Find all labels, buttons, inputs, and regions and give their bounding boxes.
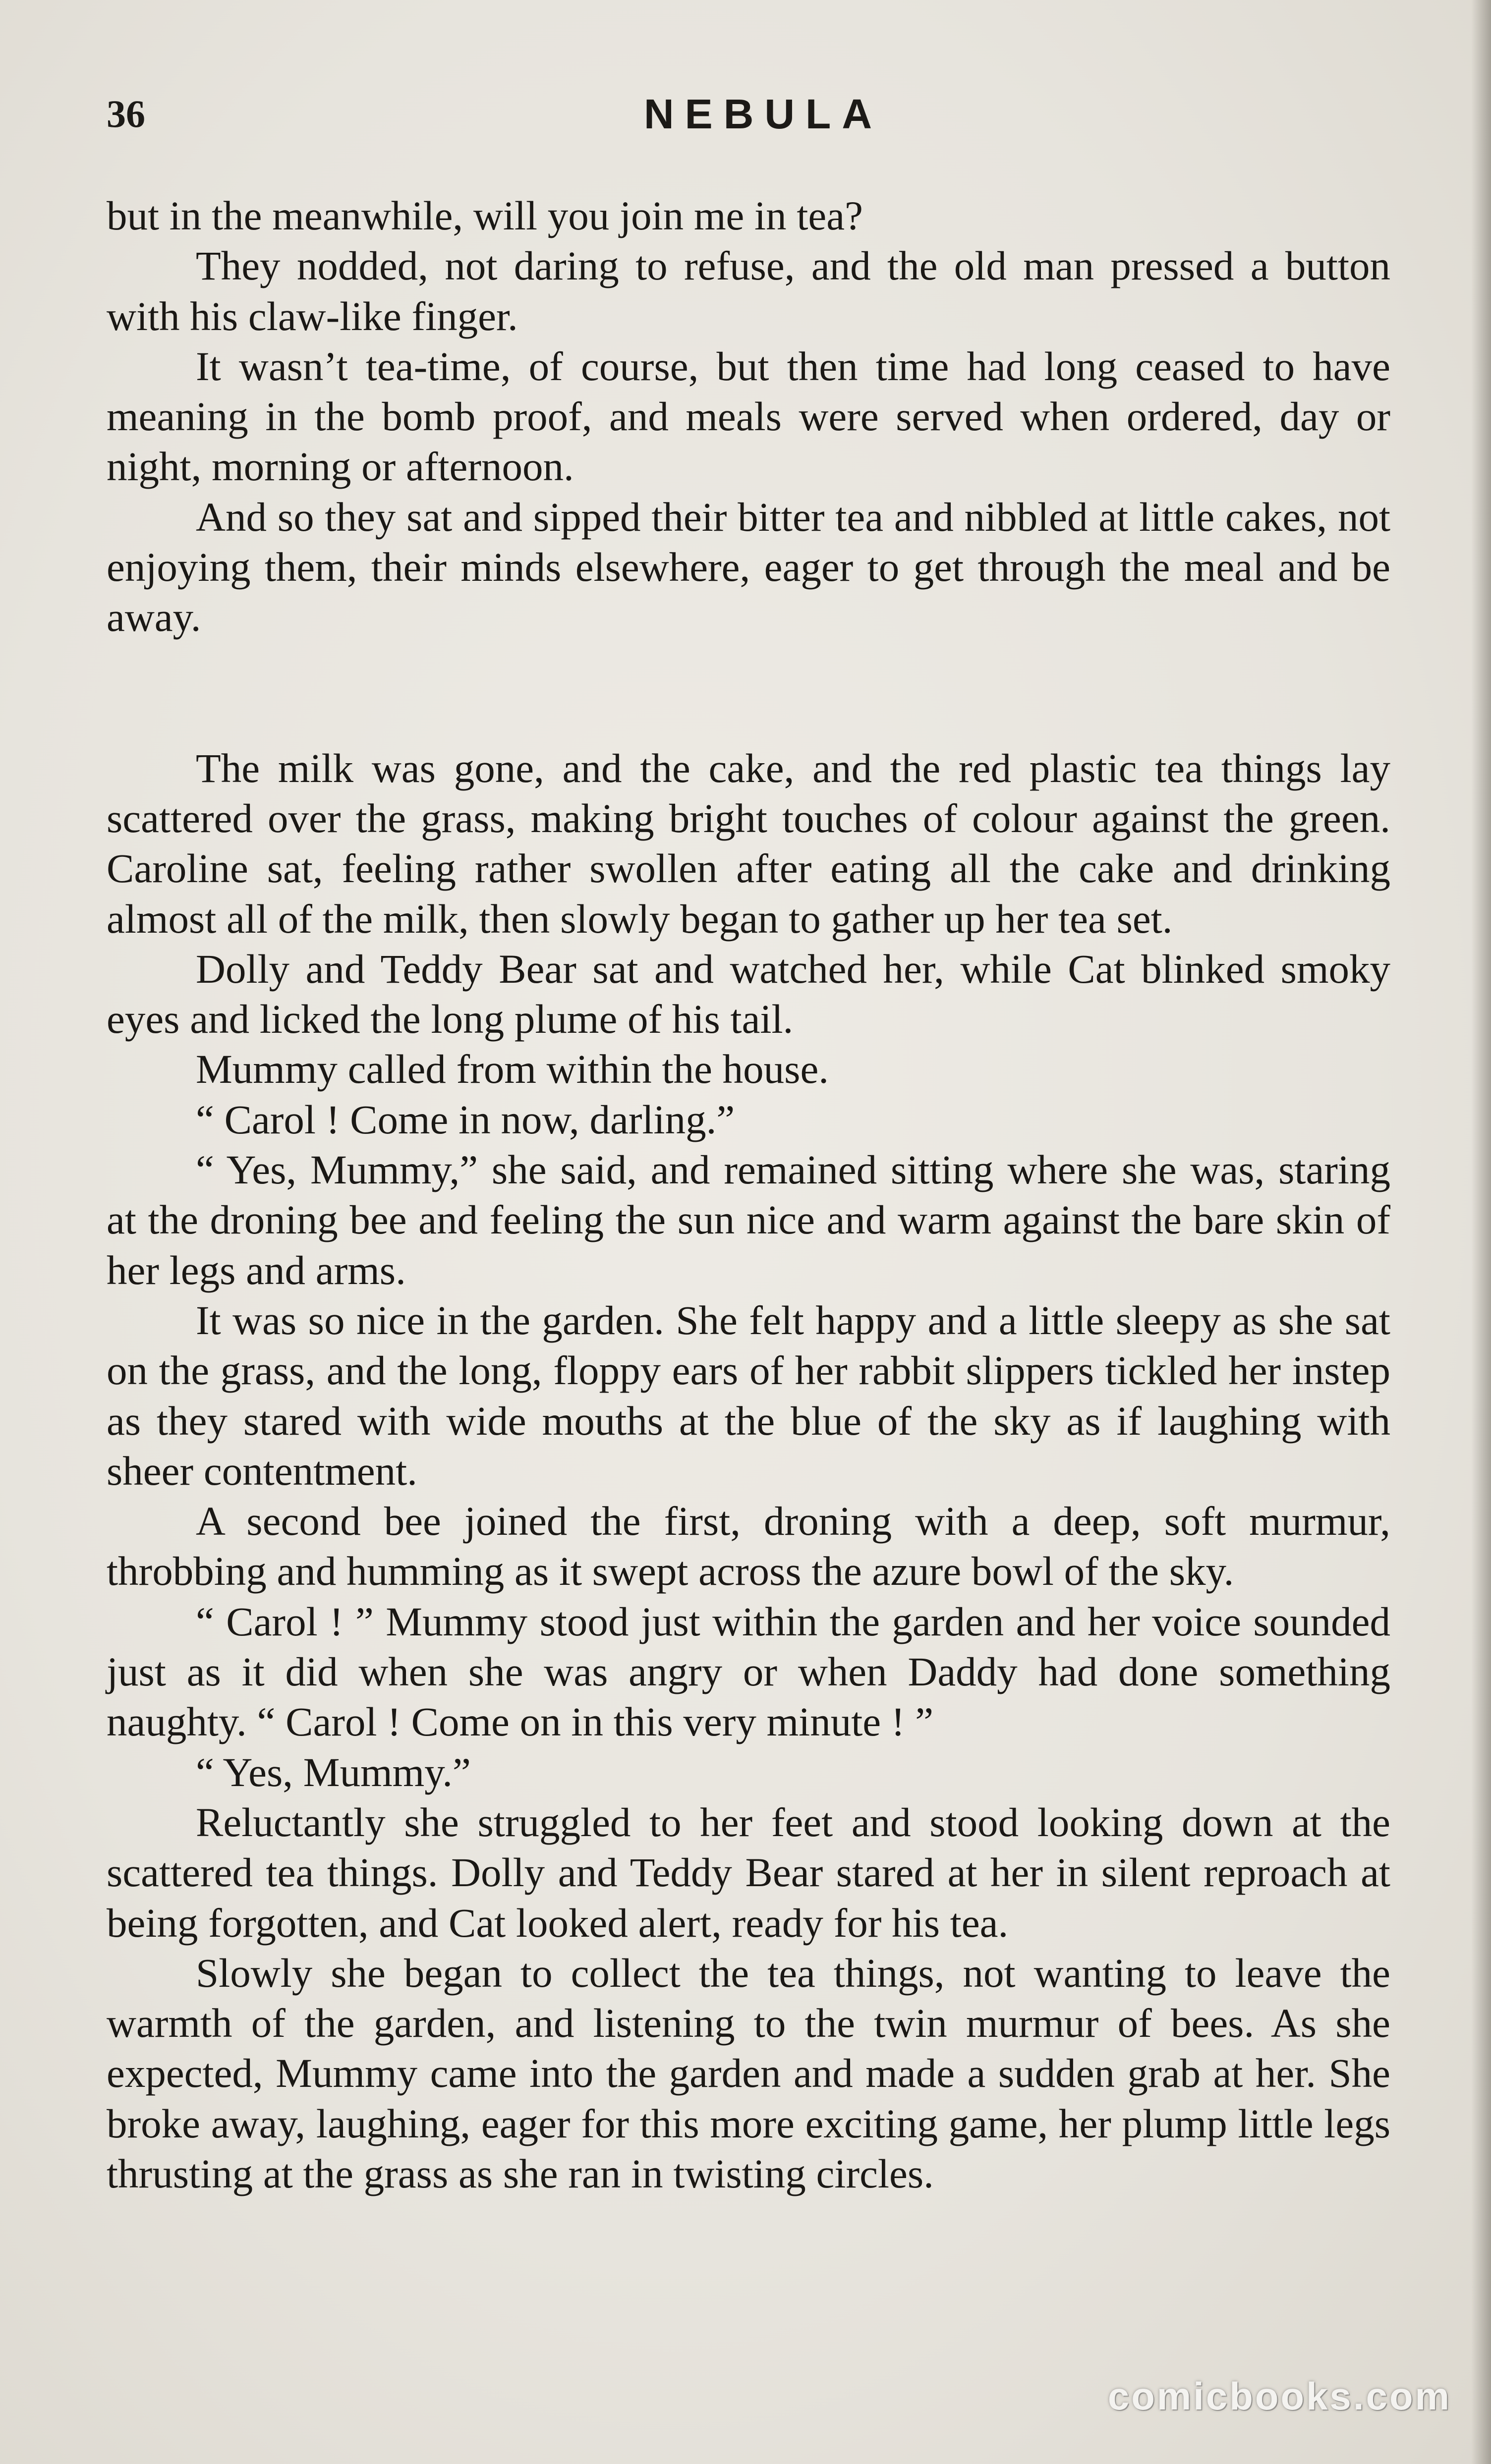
paragraph: “ Yes, Mummy.” bbox=[196, 1749, 471, 1795]
page-edge-shadow bbox=[1471, 0, 1491, 2464]
site-watermark: comicbooks.com bbox=[1107, 2374, 1451, 2418]
paragraph: Reluctantly she struggled to her feet and stood looking down at the scattered tea things. Dolly and Teddy Bear stared at her in silent reproach at being forgotten, and Cat looked alert, ready for his tea. bbox=[107, 1799, 1390, 1946]
page-body bbox=[107, 191, 1390, 2199]
running-head: NEBULA bbox=[644, 91, 883, 137]
paragraph: Slowly she began to collect the tea things, not wanting to leave the warmth of the garden, and listening to the twin murmur of bees. As she expected, Mummy came into the garden and made a sudden grab at her. She broke away, laughing, eager for this more exciting game, her plump little legs thrusting at the grass as she ran in twisting circles. bbox=[107, 1950, 1390, 2196]
paragraph: A second bee joined the first, droning with a deep, soft murmur, throbbing and humming as it swept across the azure bowl of the sky. bbox=[107, 1498, 1390, 1594]
paragraph: It was so nice in the garden. She felt happy and a little sleepy as she sat on the grass, and the long, floppy ears of her rabbit slippers tickled her instep as they stared with wide mouths at the blue of the sky as if laughing with sheer contentment. bbox=[107, 1297, 1390, 1494]
paragraph: They nodded, not daring to refuse, and the old man pressed a button with his claw-like finger. bbox=[107, 243, 1390, 339]
paragraph: It wasn’t tea-time, of course, but then time had long ceased to have meaning in the bomb proof, and meals were served when ordered, day or night, morning or afternoon. bbox=[107, 343, 1390, 490]
paragraph: “ Yes, Mummy,” she said, and remained sitting where she was, staring at the droning bee and feeling the sun nice and warm against the bare skin of her legs and arms. bbox=[107, 1147, 1390, 1293]
page-number: 36 bbox=[107, 92, 145, 135]
section-break bbox=[107, 643, 1390, 743]
paragraph: The milk was gone, and the cake, and the red plastic tea things lay scattered over the grass, making bright touches of colour against the green. Caroline sat, feeling rather swollen after eating all the cake and drinking almost all of the milk, then slowly began to gather up her tea set. bbox=[107, 745, 1390, 942]
page-header bbox=[107, 87, 1390, 141]
paragraph: “ Carol ! Come in now, darling.” bbox=[196, 1096, 735, 1142]
paragraph: “ Carol ! ” Mummy stood just within the garden and her voice sounded just as it did when she was angry or when Daddy had done something naughty. “ Carol ! Come on in this very minute ! ” bbox=[107, 1598, 1390, 1745]
paragraph: And so they sat and sipped their bitter tea and nibbled at little cakes, not enjoying them, their minds elsewhere, eager to get through the meal and be away. bbox=[107, 494, 1390, 640]
paragraph: Dolly and Teddy Bear sat and watched her, while Cat blinked smoky eyes and licked the long plume of his tail. bbox=[107, 946, 1390, 1042]
paragraph: Mummy called from within the house. bbox=[196, 1046, 829, 1092]
paragraph: but in the meanwhile, will you join me in tea? bbox=[107, 193, 863, 238]
